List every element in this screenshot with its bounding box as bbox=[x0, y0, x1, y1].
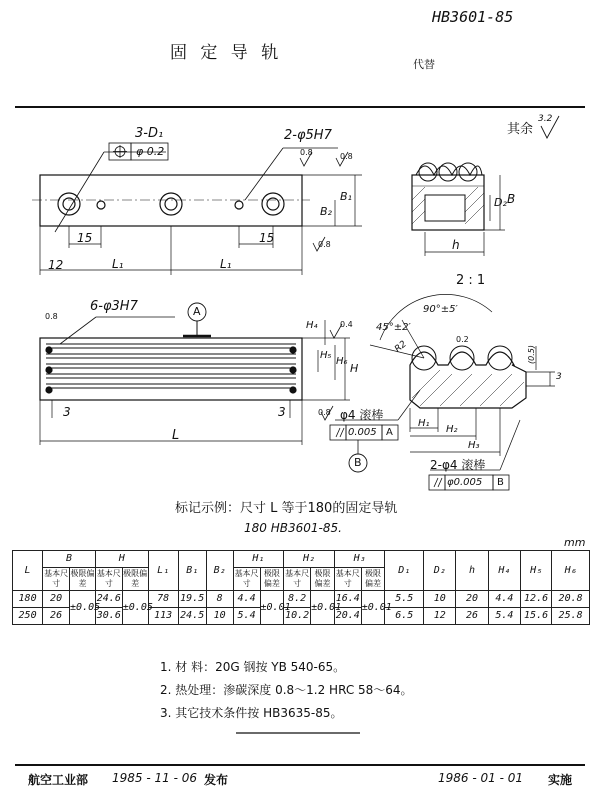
cell: 20.4 bbox=[334, 608, 361, 625]
marking-example-label: 标记示例：尺寸 L 等于180的固定导轨 bbox=[175, 501, 398, 516]
ra-08-b: 0.8 bbox=[340, 152, 353, 161]
label-3d1: 3-D₁ bbox=[135, 126, 164, 141]
cell: 4.4 bbox=[488, 591, 520, 608]
dim-3-profile: 3 bbox=[556, 372, 562, 382]
col-b2: B₂ bbox=[206, 551, 233, 591]
subhead: 基本尺寸 bbox=[233, 568, 260, 591]
cell: 25.8 bbox=[552, 608, 590, 625]
cell: 8 bbox=[206, 591, 233, 608]
cell: 180 bbox=[13, 591, 43, 608]
cell: 24.5 bbox=[178, 608, 206, 625]
dim-15-right: 15 bbox=[259, 231, 275, 245]
col-l1: L₁ bbox=[148, 551, 178, 591]
angle-45: 45°±2′ bbox=[376, 322, 411, 333]
subhead: 极限偏差 bbox=[361, 568, 385, 591]
cell: 250 bbox=[13, 608, 43, 625]
col-h6: H₆ bbox=[552, 551, 590, 591]
impl-date: 1986 - 01 - 01 bbox=[438, 771, 523, 785]
col-d2: D₂ bbox=[424, 551, 456, 591]
standard-code: HB3601-85 bbox=[432, 8, 514, 26]
col-h4: H₄ bbox=[488, 551, 520, 591]
dim-b2: B₂ bbox=[320, 205, 332, 218]
note-1: 1. 材 料：20G 钢按 YB 540-65。 bbox=[160, 660, 346, 674]
angle-90: 90°±5′ bbox=[423, 304, 458, 315]
cell: 20.8 bbox=[552, 591, 590, 608]
cell-tol-h3: ±0.01 bbox=[361, 591, 385, 625]
pin-hole-right bbox=[235, 201, 243, 209]
cell: 16.4 bbox=[334, 591, 361, 608]
tol-ref-a: A bbox=[386, 427, 393, 438]
ra-04: 0.4 bbox=[340, 320, 353, 329]
ra-08-c: 0.8 bbox=[318, 240, 331, 249]
dim-h4: H₄ bbox=[306, 320, 318, 331]
dim-l: L bbox=[172, 428, 180, 443]
dim-b: B bbox=[507, 192, 516, 206]
dim-d2: D₂ bbox=[494, 196, 507, 209]
cell: 5.4 bbox=[233, 608, 260, 625]
col-h1: H₁ bbox=[233, 551, 284, 568]
cell: 20 bbox=[43, 591, 70, 608]
subhead: 基本尺寸 bbox=[334, 568, 361, 591]
cell-tol-h2: ±0.01 bbox=[311, 591, 335, 625]
dim-h2: H₂ bbox=[446, 424, 458, 435]
issue-label: 发布 bbox=[204, 773, 229, 787]
label-2phi5: 2-φ5H7 bbox=[284, 128, 332, 143]
cell: 19.5 bbox=[178, 591, 206, 608]
end-section-hatch bbox=[412, 187, 484, 224]
table-row bbox=[13, 591, 590, 608]
col-h3: H₃ bbox=[334, 551, 385, 568]
cell: 5.4 bbox=[488, 608, 520, 625]
ra-08-frame: 0.8 bbox=[318, 408, 331, 417]
parallel-tol-a: 0.005 bbox=[348, 427, 377, 438]
dim-l1-right: L₁ bbox=[220, 257, 232, 271]
dim-05: (0.5) bbox=[526, 345, 536, 364]
col-h: h bbox=[456, 551, 488, 591]
issue-date: 1985 - 11 - 06 bbox=[112, 771, 197, 785]
dim-h1: H₁ bbox=[418, 418, 430, 429]
cell: 15.6 bbox=[520, 608, 551, 625]
scale-label: 2 : 1 bbox=[456, 273, 486, 288]
ra-02: 0.2 bbox=[456, 335, 469, 344]
cell: 10.2 bbox=[284, 608, 311, 625]
cell: 24.6 bbox=[95, 591, 122, 608]
cell-tol-h: ±0.05 bbox=[122, 591, 148, 625]
cell: 6.5 bbox=[385, 608, 424, 625]
col-h5: H₅ bbox=[520, 551, 551, 591]
rods-label: 2-φ4 滚棒 bbox=[430, 458, 486, 472]
subhead: 基本尺寸 bbox=[95, 568, 122, 591]
dim-15-left: 15 bbox=[77, 231, 93, 245]
col-d1: D₁ bbox=[385, 551, 424, 591]
subhead: 基本尺寸 bbox=[284, 568, 311, 591]
view-b-letter: B bbox=[354, 456, 362, 469]
tol-ref-b: B bbox=[497, 477, 504, 488]
col-b: B bbox=[43, 551, 96, 568]
dim-b1: B₁ bbox=[340, 190, 352, 203]
counterbore-right bbox=[262, 193, 284, 215]
col-h: H bbox=[95, 551, 148, 568]
end-section-outline bbox=[412, 175, 484, 230]
table-unit: mm bbox=[564, 536, 586, 549]
cell-tol-b: ±0.05 bbox=[70, 591, 96, 625]
side-view-outline bbox=[40, 338, 302, 400]
cell: 10 bbox=[206, 608, 233, 625]
dim-h3: H₃ bbox=[468, 440, 480, 451]
cell: 12.6 bbox=[520, 591, 551, 608]
subhead: 极限偏差 bbox=[70, 568, 96, 591]
note-3: 3. 其它技术条件按 HB3635-85。 bbox=[160, 706, 343, 720]
roughness-other-label: 其余 bbox=[507, 122, 534, 137]
view-a-letter: A bbox=[193, 305, 201, 318]
dim-h5: H₅ bbox=[320, 350, 332, 361]
issuer: 航空工业部 bbox=[28, 773, 89, 787]
note-2: 2. 热处理：渗碳深度 0.8～1.2 HRC 58～64。 bbox=[160, 683, 413, 697]
footer-rule bbox=[15, 764, 585, 766]
cell: 26 bbox=[43, 608, 70, 625]
cell: 8.2 bbox=[284, 591, 311, 608]
col-l: L bbox=[13, 551, 43, 591]
rod-label: φ4 滚棒 bbox=[340, 408, 384, 422]
table-row bbox=[13, 608, 590, 625]
cell: 113 bbox=[148, 608, 178, 625]
replaces-label: 代替 bbox=[413, 58, 435, 71]
cell: 12 bbox=[424, 608, 456, 625]
parallel-tol-b: φ0.005 bbox=[447, 477, 483, 488]
side-view-grooves bbox=[46, 344, 296, 388]
col-h2: H₂ bbox=[284, 551, 335, 568]
cell: 78 bbox=[148, 591, 178, 608]
counterbore-mid bbox=[160, 193, 182, 215]
enlarged-profile bbox=[410, 352, 526, 408]
dim-3-right: 3 bbox=[278, 405, 286, 419]
dimension-table bbox=[12, 550, 590, 625]
impl-label: 实施 bbox=[548, 773, 573, 787]
marking-example-code: 180 HB3601-85. bbox=[244, 521, 342, 535]
dim-h-lower: h bbox=[452, 238, 460, 252]
subhead: 基本尺寸 bbox=[43, 568, 70, 591]
profile-hatch bbox=[412, 370, 524, 406]
cell: 10 bbox=[424, 591, 456, 608]
cell: 30.6 bbox=[95, 608, 122, 625]
cell: 5.5 bbox=[385, 591, 424, 608]
dim-12: 12 bbox=[48, 258, 64, 272]
dim-h6: H₆ bbox=[336, 356, 348, 367]
ra-08-side: 0.8 bbox=[45, 312, 58, 321]
cell: 26 bbox=[456, 608, 488, 625]
roughness-other-value: 3.2 bbox=[538, 114, 553, 124]
table-header-row-1 bbox=[13, 551, 590, 568]
cell: 4.4 bbox=[233, 591, 260, 608]
cell: 20 bbox=[456, 591, 488, 608]
col-b1: B₁ bbox=[178, 551, 206, 591]
ra-08-a: 0.8 bbox=[300, 148, 313, 157]
dim-h-main: H bbox=[350, 362, 359, 375]
label-6phi3: 6-φ3H7 bbox=[90, 299, 138, 314]
cell-tol-h1: ±0.01 bbox=[260, 591, 284, 625]
pin-hole-left bbox=[97, 201, 105, 209]
dim-l1-left: L₁ bbox=[112, 257, 124, 271]
radius-label: R2 bbox=[393, 339, 409, 355]
subhead: 极限偏差 bbox=[122, 568, 148, 591]
subhead: 极限偏差 bbox=[311, 568, 335, 591]
dim-3-left: 3 bbox=[63, 405, 71, 419]
subhead: 极限偏差 bbox=[260, 568, 284, 591]
position-tol-value: φ 0.2 bbox=[136, 145, 165, 158]
page-title: 固 定 导 轨 bbox=[170, 43, 283, 63]
